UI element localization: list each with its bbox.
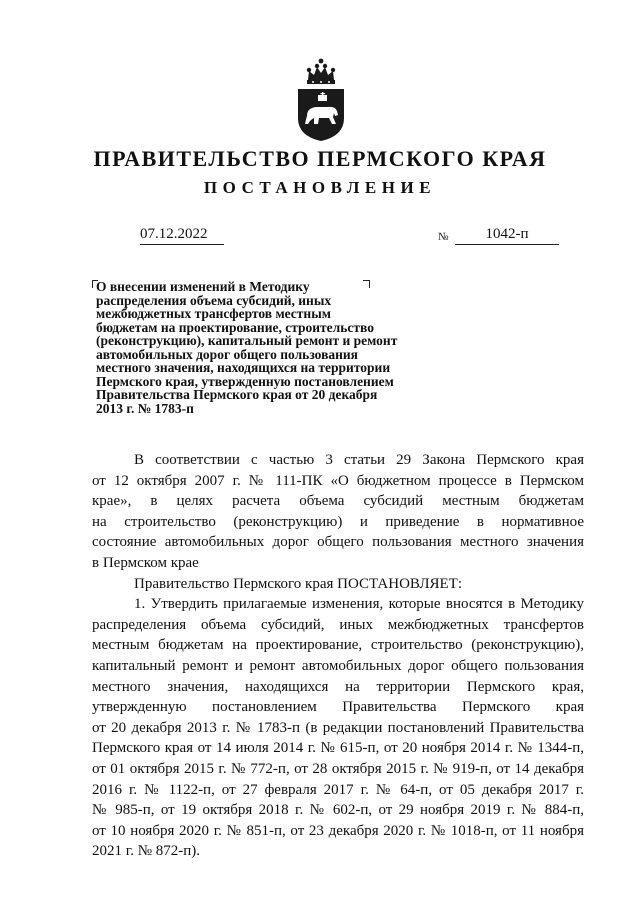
document-body: [92, 450, 584, 862]
subject-line: (реконструкцию), капитальный ремонт и ремонт: [96, 333, 398, 348]
subject-line: 2013 г. № 1783-п: [96, 400, 194, 416]
government-title: ПРАВИТЕЛЬСТВО ПЕРМСКОГО КРАЯ: [93, 146, 547, 171]
resolves-paragraph: [92, 574, 584, 595]
perm-krai-coat-of-arms-icon: [292, 56, 350, 142]
subject-line: местного значения, находящихся на территории: [96, 360, 391, 375]
subject-line: Правительства Пермского края от 20 декабря: [96, 387, 378, 402]
item-1-paragraph: [92, 594, 584, 862]
body-line: на строительство (реконструкцию) и приведение в нормативное: [92, 513, 584, 530]
body-line: 1. Утвердить прилагаемые изменения, которые вносятся в Методику: [134, 596, 584, 613]
body-line: 2016 г. № 1122-п, от 27 февраля 2017 г. № 64-п, от 05 декабря 2017 г.: [92, 781, 584, 798]
body-line: местным бюджетам на проектирование, строительство (реконструкцию),: [92, 637, 584, 654]
body-line: В соответствии с частью 3 статьи 29 Закона Пермского края: [134, 452, 584, 468]
document-date: 07.12.2022: [140, 226, 224, 245]
body-line: капитальный ремонт и ремонт автомобильных дорог общего пользования: [92, 657, 584, 674]
body-line: № 985-п, от 19 октября 2018 г. № 602-п, от 29 ноября 2019 г. № 884-п,: [92, 802, 584, 819]
body-line: в Пермском крае: [92, 554, 199, 571]
body-line: от 10 ноября 2020 г. № 851-п, от 23 декабря 2020 г. № 1018-п, от 11 ноября: [92, 822, 584, 839]
preamble-paragraph: [92, 450, 584, 574]
body-line: от 12 октября 2007 г. № 111-ПК «О бюджетном процессе в Пермском: [92, 472, 584, 489]
body-line: от 20 декабря 2013 г. № 1783-п (в редакции постановлений Правительства: [92, 719, 584, 736]
body-line: 2021 г. № 872-п).: [92, 843, 201, 860]
subject-line: межбюджетных трансфертов местным: [96, 306, 331, 321]
subject-heading: [96, 280, 426, 415]
subject-line: О внесении изменений в Методику: [96, 279, 310, 294]
body-line: местного значения, находящихся на территории Пермского края,: [92, 678, 584, 695]
body-line: утвержденную постановлением Правительства Пермского края: [92, 699, 584, 716]
document-number: 1042-п: [455, 226, 559, 245]
body-line: Правительство Пермского края ПОСТАНОВЛЯЕТ:: [134, 575, 463, 592]
body-line: состояние автомобильных дорог общего пользования местного значения: [92, 534, 584, 551]
body-line: от 01 октября 2015 г. № 772-п, от 28 октября 2015 г. № 919-п, от 14 декабря: [92, 760, 584, 777]
number-sign: №: [438, 231, 449, 243]
subject-line: Пермского края, утвержденную постановлением: [96, 373, 394, 389]
subject-line: автомобильных дорог общего пользования: [96, 346, 358, 362]
body-line: распределения объема субсидий, иных межбюджетных трансфертов: [92, 616, 584, 633]
subject-line: распределения объема субсидий, иных: [96, 292, 332, 308]
subject-line: бюджетам на проектирование, строительство: [96, 319, 374, 335]
body-line: крае», в целях расчета объема субсидий местным бюджетам: [92, 493, 584, 510]
body-line: Пермского края от 14 июля 2014 г. № 615-п, от 20 ноября 2014 г. № 1344-п,: [92, 740, 584, 757]
document-type: ПОСТАНОВЛЕНИЕ: [203, 178, 437, 197]
